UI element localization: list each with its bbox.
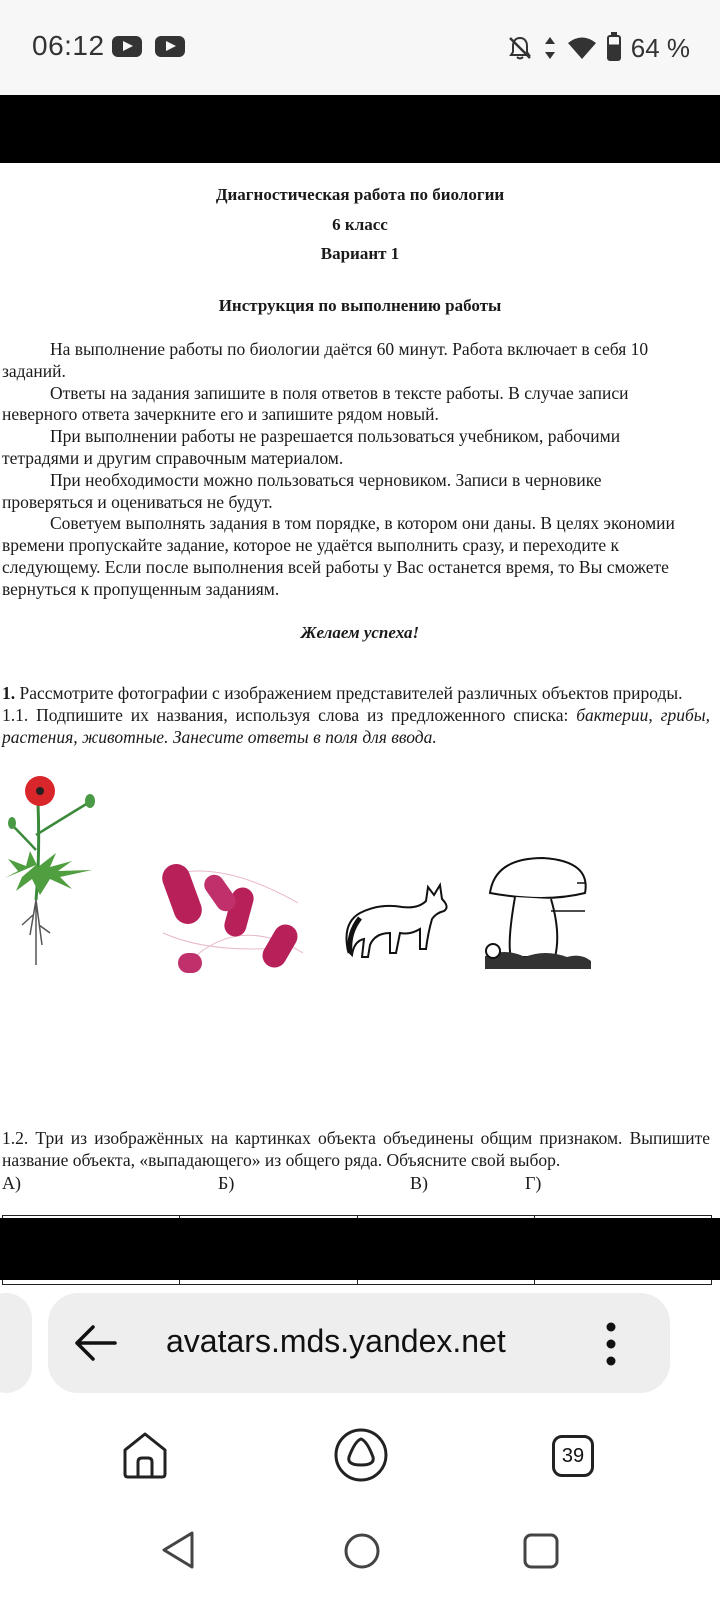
task-1-text: Рассмотрите фотографии с изображением представителей различных объектов природы.	[19, 683, 683, 703]
wifi-icon	[567, 36, 597, 60]
picture-label-v: В)	[410, 1173, 428, 1193]
system-home-icon[interactable]	[343, 1532, 381, 1570]
document-image	[0, 163, 720, 1218]
image-top-border	[0, 95, 720, 163]
task-number: 1.	[2, 683, 16, 703]
battery-icon	[607, 35, 621, 61]
picture-label-a: А)	[2, 1173, 21, 1193]
task-1-2-text: 1.2. Три из изображённых на картинках объекта объединены общим признаком. Выпишите название объекта, «выпадающего» из общего ряда. Объясните свой выбор.	[2, 1128, 710, 1170]
task-1	[2, 683, 710, 748]
task-1-2	[2, 1128, 710, 1172]
tabs-counter-button[interactable]: 39	[552, 1435, 594, 1477]
mushroom-picture	[485, 853, 595, 973]
system-recents-icon[interactable]	[522, 1532, 560, 1570]
instruction-paragraph: Ответы на задания запишите в поля ответов в тексте работы. В случае записи неверного ответа зачеркните его и запишите рядом новый.	[2, 382, 629, 425]
alice-assistant-icon[interactable]	[333, 1427, 389, 1483]
task-1-1-options: бактерии, грибы, растения, животные. Занесите ответы в поля для ввода.	[2, 704, 710, 747]
system-back-icon[interactable]	[160, 1530, 196, 1570]
image-bottom-border	[0, 1218, 720, 1280]
bacteria-picture	[158, 853, 308, 973]
instruction-paragraph: При выполнении работы не разрешается пользоваться учебником, рабочими тетрадями и другим справочным материалом.	[2, 426, 621, 468]
document-title: Диагностическая работа по биологии	[215, 185, 505, 204]
url-text[interactable]: avatars.mds.yandex.net	[166, 1323, 506, 1359]
side-tab-pill[interactable]	[0, 1293, 32, 1393]
document-grade: 6 класс	[332, 215, 388, 234]
task-1-1-prefix: 1.1. Подпишите их названия, используя слова из предложенного списка:	[2, 704, 577, 725]
data-transfer-icon	[543, 35, 557, 61]
picture-label-b: Б)	[218, 1173, 235, 1193]
good-luck-text: Желаем успеха!	[300, 623, 420, 642]
battery-percentage: 64 %	[630, 32, 690, 63]
youtube-notification-icon	[155, 36, 185, 57]
status-bar	[0, 0, 720, 95]
address-bar[interactable]	[48, 1293, 670, 1393]
instruction-paragraph: На выполнение работы по биологии даётся 60 минут. Работа включает в себя 10 заданий.	[2, 339, 649, 381]
picture-label-g: Г)	[525, 1173, 542, 1193]
instruction-title: Инструкция по выполнению работы	[218, 296, 502, 315]
home-icon[interactable]	[120, 1430, 170, 1480]
youtube-notification-icon	[112, 36, 142, 57]
instruction-paragraph: При необходимости можно пользоваться черновиком. Записи в черновике проверяться и оцениваться не будут.	[2, 469, 602, 512]
document-variant: Вариант 1	[320, 244, 400, 263]
poppy-plant-picture	[0, 775, 112, 975]
mute-icon	[507, 35, 533, 61]
back-arrow-icon[interactable]	[73, 1323, 117, 1363]
fox-picture	[340, 873, 455, 963]
menu-kebab-icon[interactable]	[603, 1321, 619, 1367]
status-icons	[507, 28, 690, 68]
instruction-paragraph: Советуем выполнять задания в том порядке, в котором они даны. В целях экономии времени пропускайте задание, которое не удаётся выполнить сразу, и переходите к следующему. Если после выполнения всей работы у Вас останется время, то Вы сможете вернуться к пропущенным заданиям.	[2, 513, 675, 599]
instruction-text	[2, 339, 692, 601]
clock: 06:12	[32, 30, 105, 61]
